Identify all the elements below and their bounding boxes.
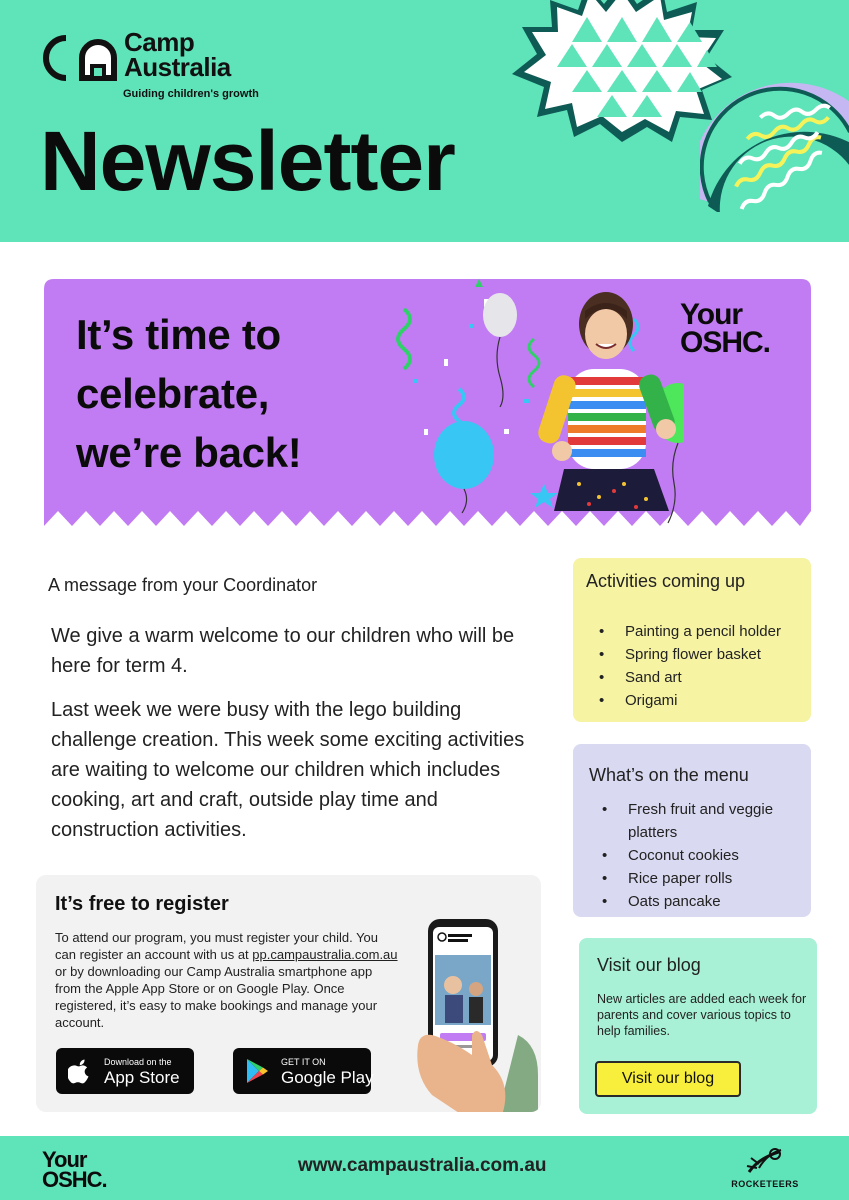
rocketeers-label: ROCKETEERS	[731, 1179, 799, 1189]
activities-title: Activities coming up	[586, 571, 746, 591]
header-banner	[0, 0, 849, 242]
camp-australia-logo-icon	[40, 32, 122, 84]
list-item: • Rice paper rolls	[602, 867, 802, 890]
menu-title: What’s on the menu	[589, 765, 749, 785]
logo-name: Camp Australia	[124, 27, 231, 82]
list-item: • Sand art	[599, 666, 804, 689]
blog-box	[579, 938, 817, 1114]
footer-your-oshc-logo: Your OSHC.	[42, 1147, 107, 1192]
google-play-small-label: GET IT ON	[281, 1057, 326, 1067]
banner-line-2: celebrate,	[76, 370, 270, 417]
phone-app-illustration	[408, 915, 541, 1112]
celebrate-banner	[44, 279, 811, 526]
google-play-label: Google Play	[281, 1068, 374, 1087]
activities-list	[599, 620, 804, 712]
list-item: • Spring flower basket	[599, 643, 804, 666]
page-title: Newsletter	[40, 114, 455, 208]
list-item: • Oats pancake	[602, 890, 802, 913]
menu-list	[602, 798, 802, 913]
your-oshc-logo: Your OSHC.	[680, 298, 771, 359]
rocketeers-logo	[720, 1146, 810, 1196]
activities-paragraph: Last week we were busy with the lego building challenge creation. This week some exciting activities are waiting to welcome our children which includes cooking, art and craft, outside play time and construction activities.	[51, 699, 525, 841]
camp-australia-logo[interactable]	[40, 27, 270, 105]
blog-title: Visit our blog	[597, 955, 701, 975]
google-play-icon	[245, 1058, 269, 1084]
list-item: • Origami	[599, 689, 804, 712]
blog-body: New articles are added each week for parents and cover various topics to help families.	[597, 992, 807, 1038]
logo-tagline: Guiding children's growth	[123, 88, 259, 100]
activities-box	[573, 558, 811, 722]
apple-icon	[68, 1058, 92, 1084]
coordinator-heading: A message from your Coordinator	[48, 575, 318, 595]
banner-line-3: we’re back!	[76, 429, 302, 476]
banner-headline	[76, 305, 302, 482]
list-item: • Coconut cookies	[602, 844, 802, 867]
register-link[interactable]: pp.campaustralia.com.au	[252, 947, 398, 962]
register-title: It’s free to register	[55, 893, 229, 915]
footer	[0, 1136, 849, 1200]
welcome-paragraph: We give a warm welcome to our children who will be here for term 4.	[51, 625, 515, 677]
register-panel	[36, 875, 541, 1112]
google-play-button[interactable]	[233, 1048, 374, 1094]
website-link[interactable]: www.campaustralia.com.au	[298, 1155, 547, 1176]
rocket-icon	[745, 1146, 785, 1178]
visit-blog-button[interactable]: Visit our blog	[595, 1061, 741, 1097]
menu-box	[573, 744, 811, 917]
register-body: To attend our program, you must register your child. You can register an account with us at pp.campaustralia.com.au or by downloading our Camp Australia smartphone app from the Apple App Store or on Google Play. Once registered, it’s easy to make bookings and manage your account.	[55, 930, 398, 1030]
app-store-label: App Store	[104, 1068, 180, 1087]
app-store-button[interactable]	[56, 1048, 194, 1094]
celebration-illustration	[384, 279, 684, 526]
banner-line-1: It’s time to	[76, 311, 281, 358]
list-item: • Painting a pencil holder	[599, 620, 804, 643]
app-store-small-label: Download on the	[104, 1057, 172, 1067]
list-item: • Fresh fruit and veggie platters	[602, 798, 802, 844]
wavy-arch-decoration	[700, 72, 849, 212]
triangle-star-decoration	[512, 0, 732, 142]
